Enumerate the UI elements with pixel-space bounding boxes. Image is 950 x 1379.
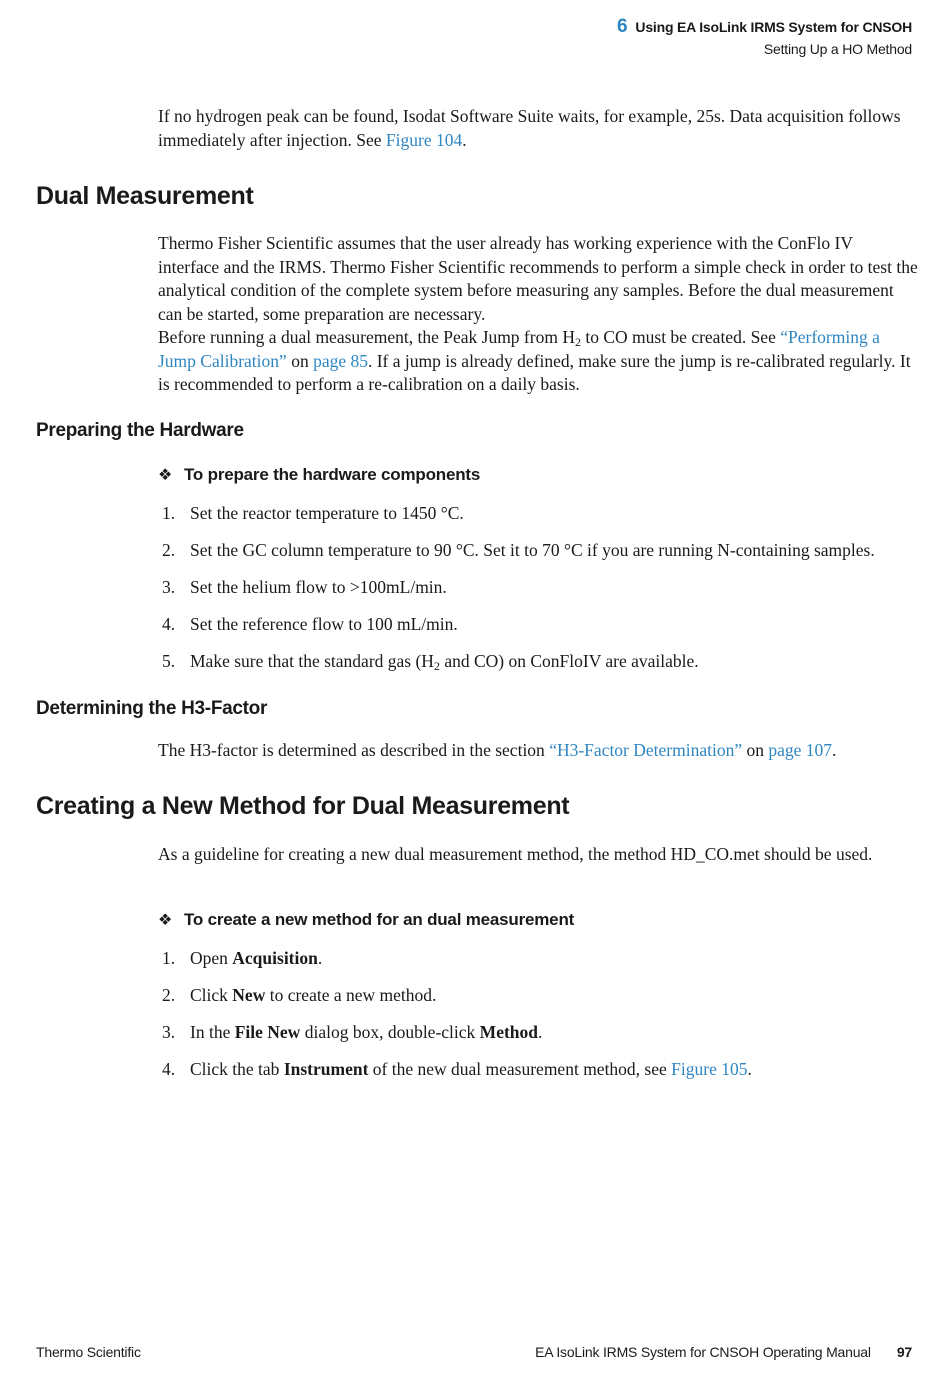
intro-text-end: . bbox=[462, 129, 467, 150]
list-item bbox=[158, 1020, 928, 1057]
h3-text-b: on bbox=[742, 740, 769, 760]
step-text-end: and CO) on ConFloIV are available. bbox=[439, 651, 699, 671]
jump-calibration-link[interactable]: “Performing a Jump Calibration” bbox=[158, 327, 880, 371]
dual-measurement-heading: Dual Measurement bbox=[36, 182, 254, 210]
page-number: 97 bbox=[896, 1344, 912, 1360]
list-item bbox=[158, 1057, 928, 1094]
step-number: 3. bbox=[162, 577, 176, 597]
section-title: Setting Up a HO Method bbox=[763, 41, 912, 57]
list-item bbox=[158, 501, 928, 538]
para2-text-b: to CO must be created. See bbox=[580, 327, 781, 347]
step-number: 1. bbox=[162, 503, 176, 523]
h3-factor-determination-link[interactable]: “H3-Factor Determination” bbox=[549, 740, 743, 760]
dual-measurement-body bbox=[158, 232, 918, 397]
list-item bbox=[158, 538, 928, 575]
procedure-title-text: To create a new method for an dual measurement bbox=[184, 910, 575, 929]
ui-term-instrument: Instrument bbox=[283, 1059, 369, 1079]
running-header bbox=[617, 16, 912, 57]
intro-paragraph bbox=[158, 105, 918, 152]
para2-text-a: Before running a dual measurement, the Peak Jump from H bbox=[158, 327, 575, 347]
intro-text: If no hydrogen peak can be found, Isodat Software Suite waits, for example, 25s. Data acquisition follows immediately after injection. See bbox=[158, 106, 901, 150]
procedure-title-new-method bbox=[158, 910, 574, 930]
new-method-heading: Creating a New Method for Dual Measurement bbox=[36, 792, 570, 820]
h3-factor-heading: Determining the H3-Factor bbox=[36, 698, 268, 719]
list-item bbox=[158, 612, 928, 649]
step-number: 4. bbox=[162, 1059, 176, 1079]
footer-manual bbox=[535, 1344, 912, 1360]
footer-publisher: Thermo Scientific bbox=[36, 1344, 141, 1360]
step-text-end: . bbox=[747, 1059, 752, 1079]
figure-105-link[interactable]: Figure 105 bbox=[671, 1059, 748, 1079]
step-text: Open bbox=[190, 948, 233, 968]
step-text: Make sure that the standard gas (H bbox=[190, 651, 434, 671]
list-item bbox=[158, 575, 928, 612]
footer-manual-title: EA IsoLink IRMS System for CNSOH Operating Manual bbox=[535, 1344, 871, 1360]
new-method-text: As a guideline for creating a new dual measurement method, the method HD_CO.met should be used. bbox=[158, 844, 873, 864]
procedure-title-hardware bbox=[158, 465, 480, 485]
step-number: 4. bbox=[162, 614, 176, 634]
ui-term-new: New bbox=[232, 985, 266, 1005]
step-number: 3. bbox=[162, 1022, 176, 1042]
dual-measurement-para1: Thermo Fisher Scientific assumes that the user already has working experience with the ConFlo IV interface and the IRMS. Thermo Fisher Scientific recommends to perform a simple check in order to test the analytical condition of the complete system before measuring any samples. Before the dual measurement can be started, some preparation are necessary. bbox=[158, 233, 918, 324]
step-text: Set the reactor temperature to 1450 °C. bbox=[190, 503, 464, 523]
new-method-steps-list bbox=[158, 946, 928, 1094]
step-number: 2. bbox=[162, 540, 176, 560]
new-method-paragraph bbox=[158, 843, 918, 867]
step-text-mid: dialog box, double-click bbox=[300, 1022, 480, 1042]
preparing-hardware-heading: Preparing the Hardware bbox=[36, 420, 244, 441]
para2-subscript: 2 bbox=[574, 335, 581, 349]
step-text: Click the tab bbox=[190, 1059, 284, 1079]
step-text: Set the GC column temperature to 90 °C. Set it to 70 °C if you are running N-containing samples. bbox=[190, 540, 875, 560]
step-text: In the bbox=[190, 1022, 235, 1042]
step-number: 1. bbox=[162, 948, 176, 968]
step-number: 5. bbox=[162, 651, 176, 671]
procedure-title-text: To prepare the hardware components bbox=[184, 465, 481, 484]
step-text-mid: of the new dual measurement method, see bbox=[368, 1059, 672, 1079]
step-text: Set the reference flow to 100 mL/min. bbox=[190, 614, 458, 634]
ui-term-file-new: File New bbox=[234, 1022, 301, 1042]
para2-text-d: . If a jump is already defined, make sure the jump is re-calibrated regularly. It is recommended to perform a re-calibration on a daily basis. bbox=[158, 350, 911, 394]
h3-text-c: . bbox=[832, 740, 837, 760]
step-text-end: to create a new method. bbox=[265, 985, 437, 1005]
chapter-line bbox=[617, 16, 912, 38]
step-subscript: 2 bbox=[433, 659, 440, 673]
diamond-bullet-icon: ❖ bbox=[158, 467, 173, 484]
step-text-end: . bbox=[538, 1022, 543, 1042]
h3-text-a: The H3-factor is determined as described in the section bbox=[158, 740, 550, 760]
hardware-steps-list bbox=[158, 501, 928, 686]
page-85-link[interactable]: page 85 bbox=[313, 350, 368, 371]
step-text-end: . bbox=[317, 948, 323, 968]
ui-term-method: Method bbox=[479, 1022, 538, 1042]
step-text: Click bbox=[190, 985, 233, 1005]
chapter-number: 6 bbox=[617, 16, 628, 37]
ui-term-acquisition: Acquisition bbox=[232, 948, 318, 968]
list-item bbox=[158, 946, 928, 983]
step-text: Set the helium flow to >100mL/min. bbox=[190, 577, 447, 597]
chapter-title: Using EA IsoLink IRMS System for CNSOH bbox=[635, 19, 912, 35]
para2-text-c: on bbox=[286, 350, 314, 371]
step-number: 2. bbox=[162, 985, 176, 1005]
h3-factor-paragraph bbox=[158, 739, 918, 763]
list-item bbox=[158, 649, 928, 686]
list-item bbox=[158, 983, 928, 1020]
dual-measurement-para2 bbox=[158, 326, 918, 397]
page-107-link[interactable]: page 107 bbox=[768, 740, 833, 760]
figure-104-link[interactable]: Figure 104 bbox=[385, 129, 463, 150]
diamond-bullet-icon: ❖ bbox=[158, 912, 173, 929]
